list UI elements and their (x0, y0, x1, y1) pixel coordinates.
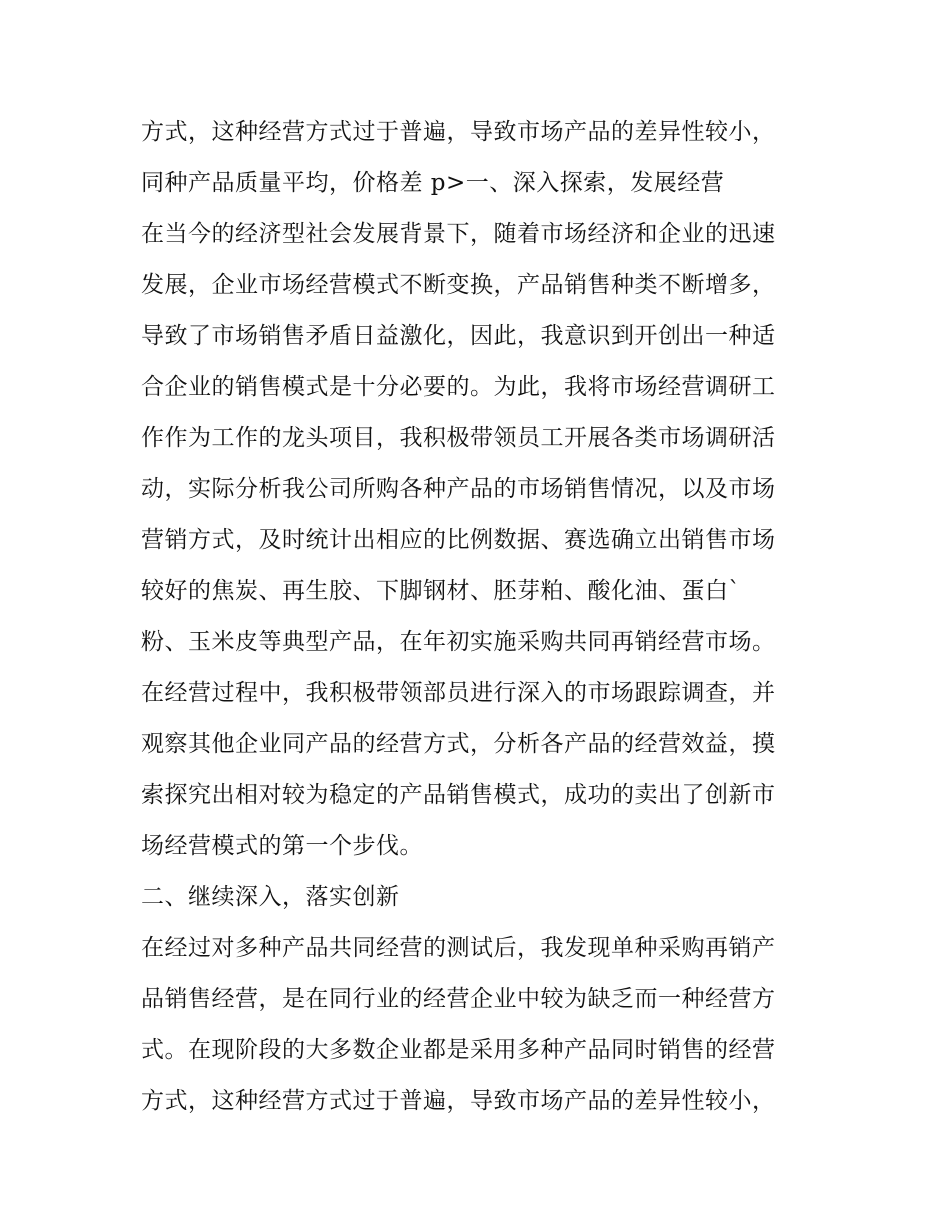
text-line: 粉、玉米皮等典型产品，在年初实施采购共同再销经营市场。 (141, 629, 776, 655)
text-line: 在当今的经济型社会发展背景下，随着市场经济和企业的迅速 (141, 221, 776, 247)
text-line: 作作为工作的龙头项目，我积极带领员工开展各类市场调研活 (141, 425, 776, 451)
text-line: 较好的焦炭、再生胶、下脚钢材、胚芽粕、酸化油、蛋白` (141, 578, 741, 604)
text-line: 观察其他企业同产品的经营方式，分析各产品的经营效益，摸 (141, 731, 776, 757)
text-line: 式。在现阶段的大多数企业都是采用多种产品同时销售的经营 (141, 1037, 776, 1063)
section-heading: 二、继续深入，落实创新 (141, 884, 400, 910)
text-line: 合企业的销售模式是十分必要的。为此，我将市场经营调研工 (141, 374, 776, 400)
document-body (141, 107, 821, 1127)
text-line: 同种产品质量平均，价格差 p>一、深入探索，发展经营 (141, 170, 725, 196)
text-line: 营销方式，及时统计出相应的比例数据、赛选确立出销售市场 (141, 527, 776, 553)
text-line: 在经营过程中，我积极带领部员进行深入的市场跟踪调查，并 (141, 680, 776, 706)
text-line: 品销售经营，是在同行业的经营企业中较为缺乏而一种经营方 (141, 986, 776, 1012)
text-line: 场经营模式的第一个步伐。 (141, 833, 423, 859)
text-line: 索探究出相对较为稳定的产品销售模式，成功的卖出了创新市 (141, 782, 776, 808)
text-line: 方式，这种经营方式过于普遍，导致市场产品的差异性较小， (141, 119, 776, 145)
text-line: 发展，企业市场经营模式不断变换，产品销售种类不断增多， (141, 272, 776, 298)
text-line: 动，实际分析我公司所购各种产品的市场销售情况，以及市场 (141, 476, 776, 502)
text-line: 在经过对多种产品共同经营的测试后，我发现单种采购再销产 (141, 935, 776, 961)
text-line: 方式，这种经营方式过于普遍，导致市场产品的差异性较小， (141, 1088, 776, 1114)
text-line: 导致了市场销售矛盾日益激化，因此，我意识到开创出一种适 (141, 323, 776, 349)
